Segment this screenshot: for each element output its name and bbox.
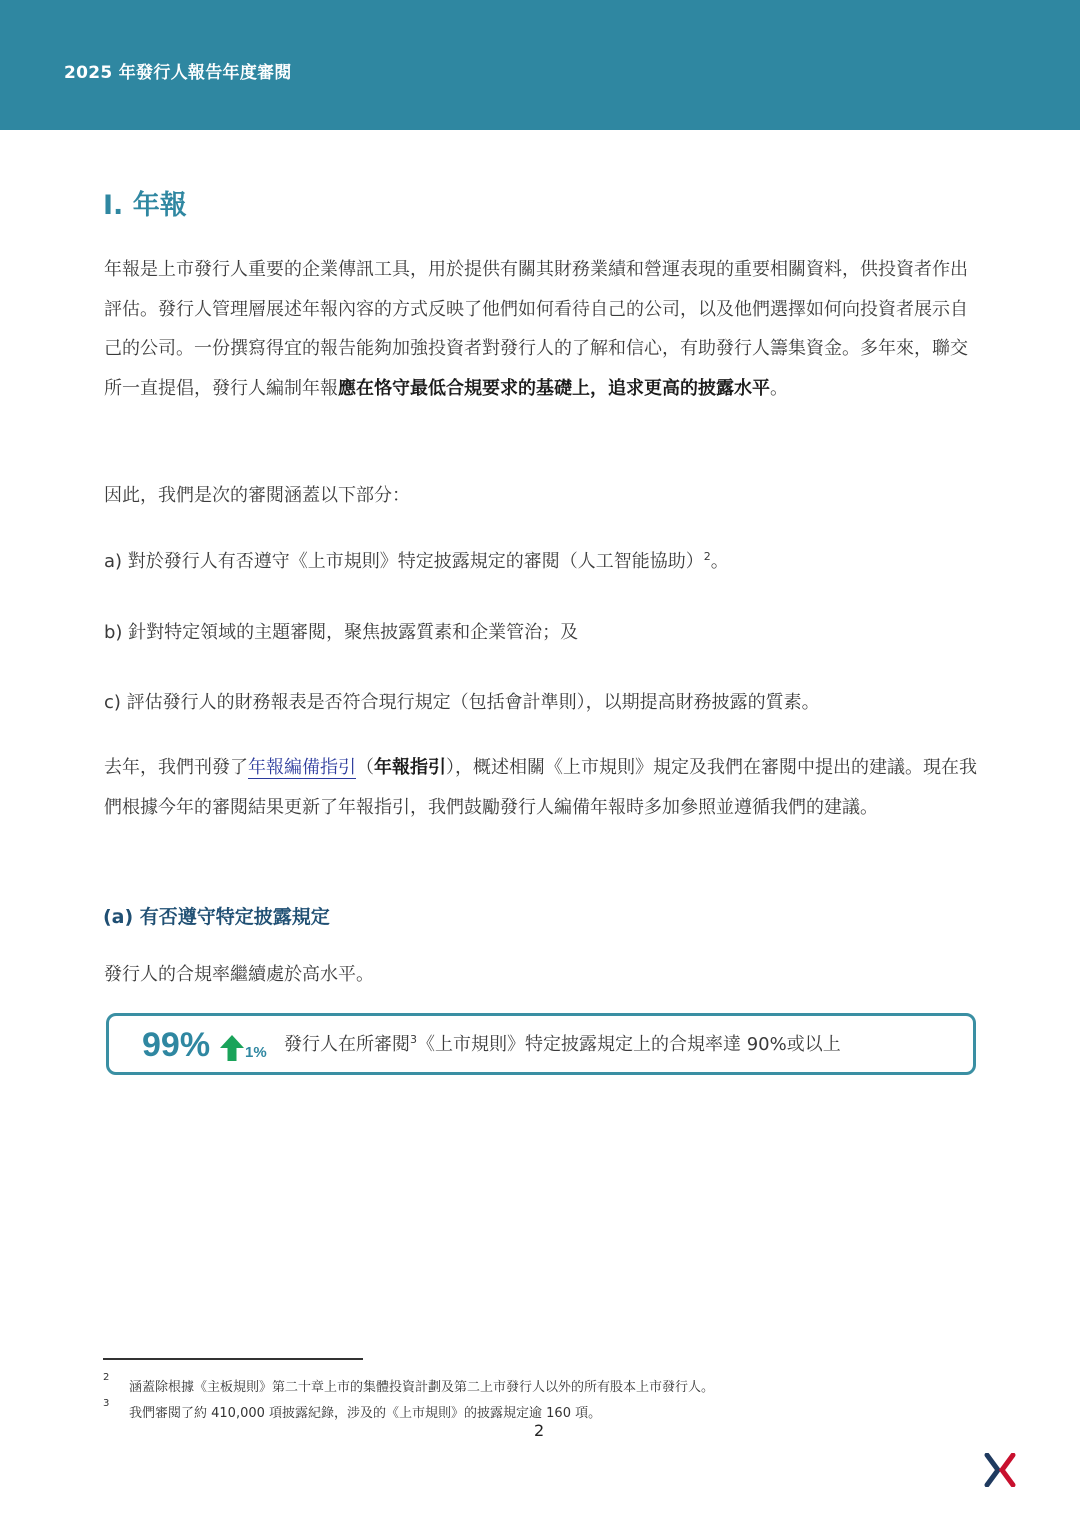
intro-text: 年報是上市發行人重要的企業傳訊工具，用於提供有關其財務業績和營運表現的重要相關資料，供投資者作出評估。發行人管理層展述年報內容的方式反映了他們如何看待自己的公司，以及他們選擇如何向投資者展示自己的公司。一份撰寫得宜的報告能夠加強投資者對發行人的了解和信心，有助發行人籌集資金。多年來，聯交所一直提倡，發行人編制年報	[104, 259, 968, 399]
list-item-b: b) 針對特定領域的主題審閱，聚焦披露質素和企業管治；及	[104, 622, 579, 643]
guide-bold-text: 年報指引	[374, 757, 446, 778]
annual-report-guide-link[interactable]: 年報編備指引	[248, 757, 356, 778]
footnote-text: 涵蓋除根據《主板規則》第二十章上市的集體投資計劃及第二上市發行人以外的所有股本上市發行人。	[129, 1380, 715, 1395]
compliance-stat-text	[284, 1030, 841, 1056]
guide-open-paren: （	[356, 757, 374, 778]
compliance-text: 發行人的合規率繼續處於高水平。	[104, 964, 374, 985]
page-header	[0, 0, 1080, 130]
footnote-number: 2	[103, 1372, 110, 1383]
up-arrow-icon	[219, 1034, 245, 1062]
subsection-title: (a) 有否遵守特定披露規定	[103, 906, 330, 928]
intro-end: 。	[770, 377, 788, 399]
list-item-a	[104, 542, 984, 582]
stat-text-pre: 發行人在所審閱	[284, 1034, 410, 1055]
item-a-end: 。	[710, 551, 729, 572]
footnote-divider	[103, 1358, 363, 1360]
guide-paragraph	[104, 748, 984, 827]
list-item-c: c) 評估發行人的財務報表是否符合現行規定（包括會計準則），以期提高財務披露的質素。	[104, 692, 820, 713]
review-intro: 因此，我們是次的審閱涵蓋以下部分：	[104, 485, 410, 506]
intro-bold-text: 應在恪守最低合規要求的基礎上，追求更高的披露水平	[338, 377, 770, 399]
stat-text-post: 《上市規則》特定披露規定上的合規率達 90%或以上	[417, 1034, 841, 1055]
compliance-rate-value: 99%	[142, 1026, 211, 1064]
guide-post: ），概述相關《上市規則》規定及我們在審閱中提出的建議。現在我們根據今年的審閱結果更新了年報指引，我們鼓勵發行人編備年報時多加參照並遵循我們的建議。	[104, 757, 977, 818]
up-arrow-shape	[220, 1035, 244, 1061]
footnote-number: 3	[103, 1398, 110, 1409]
compliance-stat-box	[106, 1013, 976, 1075]
item-a-text: a) 對於發行人有否遵守《上市規則》特定披露規定的審閱（人工智能協助）	[104, 551, 704, 572]
compliance-rate-change: 1%	[245, 1044, 267, 1061]
header-title: 2025 年發行人報告年度審閱	[64, 63, 292, 83]
footnote-ref-3[interactable]: 3	[410, 1033, 417, 1046]
hkex-logo-icon	[984, 1453, 1016, 1487]
guide-pre: 去年，我們刊發了	[104, 757, 248, 778]
logo-stroke-right	[1002, 1455, 1013, 1485]
footnote-text: 我們審閱了約 410,000 項披露紀錄，涉及的《上市規則》的披露規定逾 160 項。	[129, 1406, 602, 1421]
section-title: I. 年報	[103, 190, 187, 221]
page-number: 2	[534, 1421, 545, 1440]
logo-stroke-left	[987, 1455, 998, 1485]
intro-paragraph	[104, 250, 984, 408]
footnote-ref-2[interactable]: 2	[703, 550, 711, 563]
